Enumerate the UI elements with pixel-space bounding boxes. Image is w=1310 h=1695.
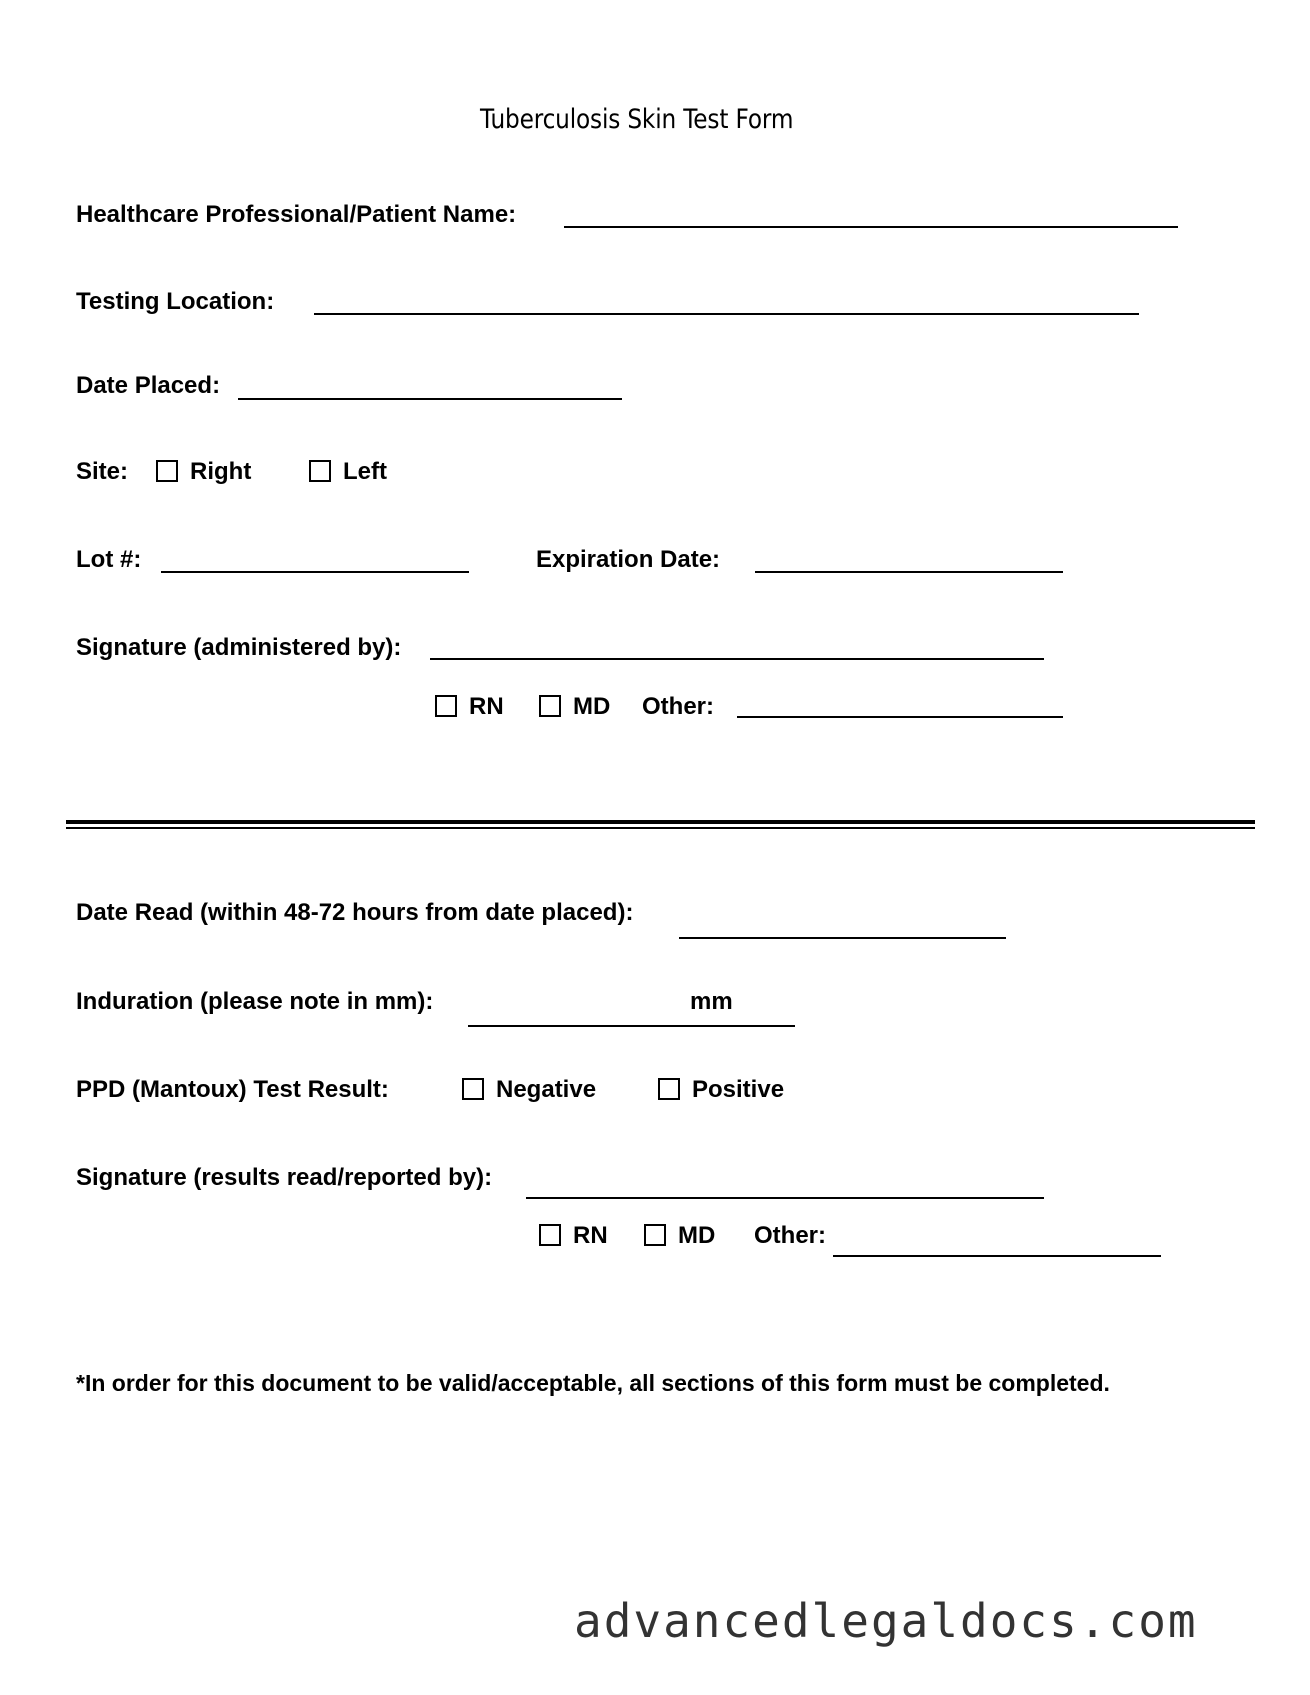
read-other-field[interactable]: [833, 1255, 1161, 1257]
site-left-checkbox[interactable]: [309, 460, 331, 482]
section-divider-thick: [66, 820, 1255, 824]
site-right-label: Right: [190, 458, 252, 485]
ppd-negative-label: Negative: [496, 1076, 597, 1103]
date-placed-field[interactable]: [238, 398, 622, 400]
induration-field[interactable]: [468, 1025, 795, 1027]
ppd-positive-checkbox[interactable]: [658, 1078, 680, 1100]
name-label: Healthcare Professional/Patient Name:: [76, 201, 517, 228]
lot-field[interactable]: [161, 571, 469, 573]
footnote: *In order for this document to be valid/acceptable, all sections of this form must be completed.: [76, 1370, 1110, 1396]
watermark: advancedlegaldocs.com: [574, 1594, 1198, 1648]
site-left-label: Left: [343, 458, 387, 485]
admin-md-checkbox[interactable]: [539, 695, 561, 717]
induration-label: Induration (please note in mm):: [76, 988, 434, 1015]
ppd-negative-checkbox[interactable]: [462, 1078, 484, 1100]
ppd-positive-label: Positive: [692, 1076, 785, 1103]
induration-unit: mm: [690, 988, 733, 1015]
admin-md-label: MD: [573, 693, 611, 720]
sig-read-field[interactable]: [526, 1197, 1044, 1199]
read-other-label: Other:: [754, 1222, 826, 1249]
expiration-label: Expiration Date:: [536, 546, 721, 573]
expiration-field[interactable]: [755, 571, 1063, 573]
ppd-label: PPD (Mantoux) Test Result:: [76, 1076, 389, 1103]
admin-other-label: Other:: [642, 693, 714, 720]
admin-other-field[interactable]: [737, 716, 1063, 718]
date-placed-label: Date Placed:: [76, 372, 221, 399]
location-label: Testing Location:: [76, 288, 275, 315]
read-md-label: MD: [678, 1222, 716, 1249]
read-md-checkbox[interactable]: [644, 1224, 666, 1246]
admin-rn-label: RN: [469, 693, 504, 720]
section-divider-thin: [66, 827, 1255, 829]
site-label: Site:: [76, 458, 129, 485]
sig-read-label: Signature (results read/reported by):: [76, 1164, 493, 1191]
read-rn-checkbox[interactable]: [539, 1224, 561, 1246]
read-rn-label: RN: [573, 1222, 608, 1249]
date-read-field[interactable]: [679, 937, 1006, 939]
page-title: Tuberculosis Skin Test Form: [480, 104, 794, 135]
sig-admin-label: Signature (administered by):: [76, 634, 402, 661]
sig-admin-field[interactable]: [430, 658, 1044, 660]
site-right-checkbox[interactable]: [156, 460, 178, 482]
date-read-label: Date Read (within 48-72 hours from date placed):: [76, 899, 634, 926]
location-field[interactable]: [314, 313, 1139, 315]
admin-rn-checkbox[interactable]: [435, 695, 457, 717]
name-field[interactable]: [564, 226, 1178, 228]
lot-label: Lot #:: [76, 546, 142, 573]
